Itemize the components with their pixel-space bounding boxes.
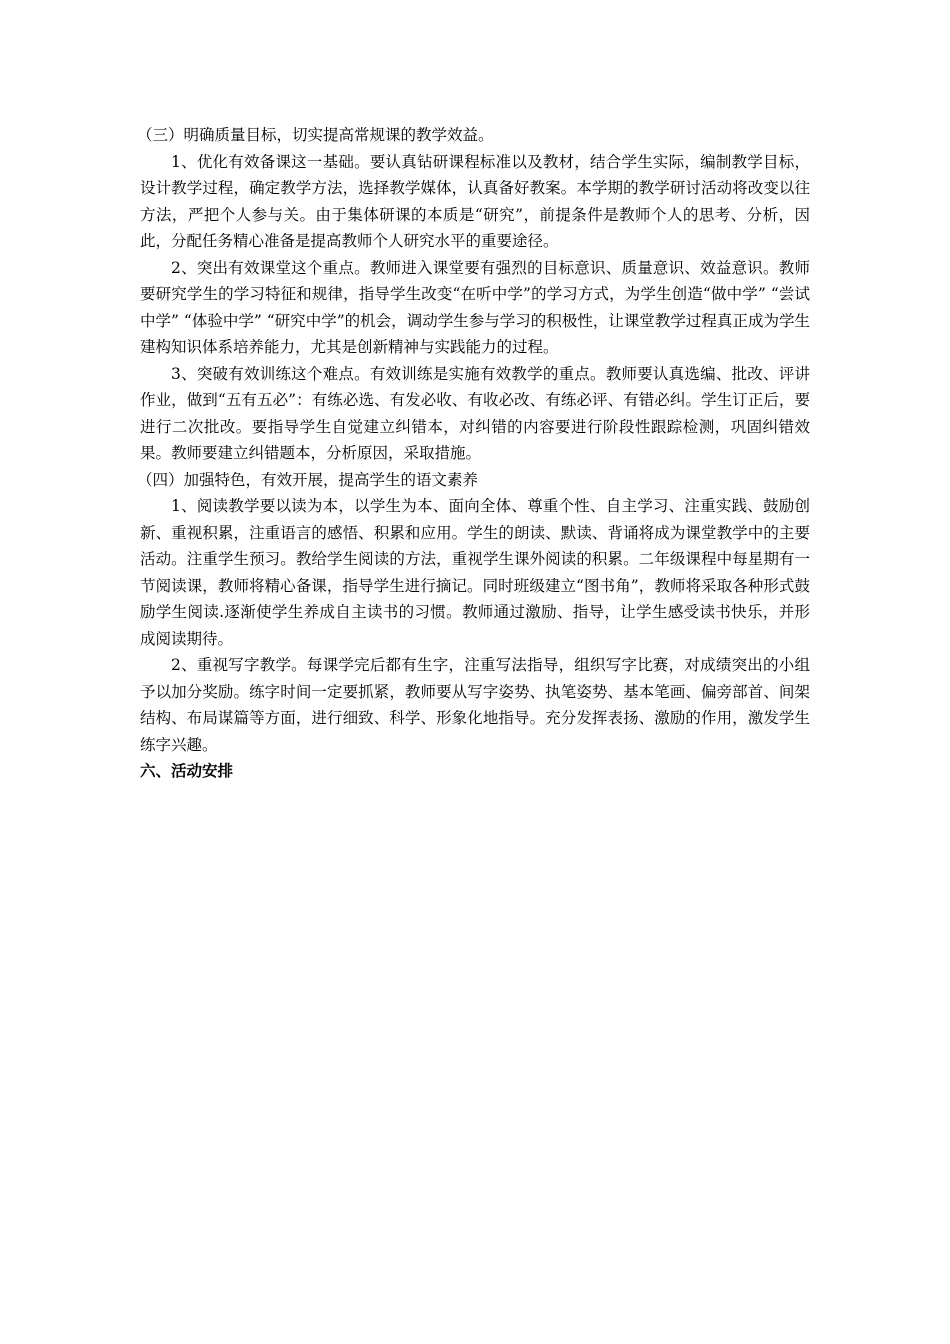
section-heading-4: （四）加强特色，有效开展，提高学生的语文素养 (137, 470, 479, 489)
paragraph-effective-lesson-prep: 1、优化有效备课这一基础。要认真钻研课程标准以及教材，结合学生实际，编制教学目标，设计教学过程，确定教学方法，选择教学媒体，认真备好教案。本学期的教学研讨活动将改变以往方法，严把个人参与关。由于集体研课的本质是“研究”，前提条件是教师个人的思考、分析，因此，分配任务精心准备是提高教师个人研究水平的重要途径。 (140, 152, 810, 250)
paragraph-writing-teaching: 2、重视写字教学。每课学完后都有生字，注重写法指导，组织写字比赛，对成绩突出的小组予以加分奖励。练字时间一定要抓紧，教师要从写字姿势、执笔姿势、基本笔画、偏旁部首、间架结构、布局谋篇等方面，进行细致、科学、形象化地指导。充分发挥表扬、激励的作用，激发学生练字兴趣。 (140, 656, 810, 754)
paragraph-effective-training: 3、突破有效训练这个难点。有效训练是实施有效教学的重点。教师要认真选编、批改、评讲作业，做到“五有五必”：有练必选、有发必收、有收必改、有练必评、有错必纠。学生订正后，要进行二次批改。要指导学生自觉建立纠错本，对纠错的内容要进行阶段性跟踪检测，巩固纠错效果。教师要建立纠错题本，分析原因，采取措施。 (140, 364, 810, 462)
section-heading-3: （三）明确质量目标，切实提高常规课的教学效益。 (137, 126, 494, 144)
document-page (137, 122, 810, 785)
chapter-heading-6: 六、活动安排 (140, 762, 234, 780)
paragraph-effective-classroom: 2、突出有效课堂这个重点。教师进入课堂要有强烈的目标意识、质量意识、效益意识。教师要研究学生的学习特征和规律，指导学生改变“在听中学”的学习方式，为学生创造“做中学” “尝试中学” “体验中学” “研究中学”的机会，调动学生参与学习的积极性，让课堂教学过程真正成为学生建构知识体系培养能力，尤其是创新精神与实践能力的过程。 (140, 258, 810, 356)
paragraph-reading-teaching: 1、阅读教学要以读为本，以学生为本、面向全体、尊重个性、自主学习、注重实践、鼓励创新、重视积累，注重语言的感悟、积累和应用。学生的朗读、默读、背诵将成为课堂教学中的主要活动。注重学生预习。教给学生阅读的方法，重视学生课外阅读的积累。二年级课程中每星期有一节阅读课，教师将精心备课，指导学生进行摘记。同时班级建立“图书角”，教师将采取各种形式鼓励学生阅读.逐渐使学生养成自主读书的习惯。教师通过激励、指导，让学生感受读书快乐，并形成阅读期待。 (140, 497, 810, 648)
